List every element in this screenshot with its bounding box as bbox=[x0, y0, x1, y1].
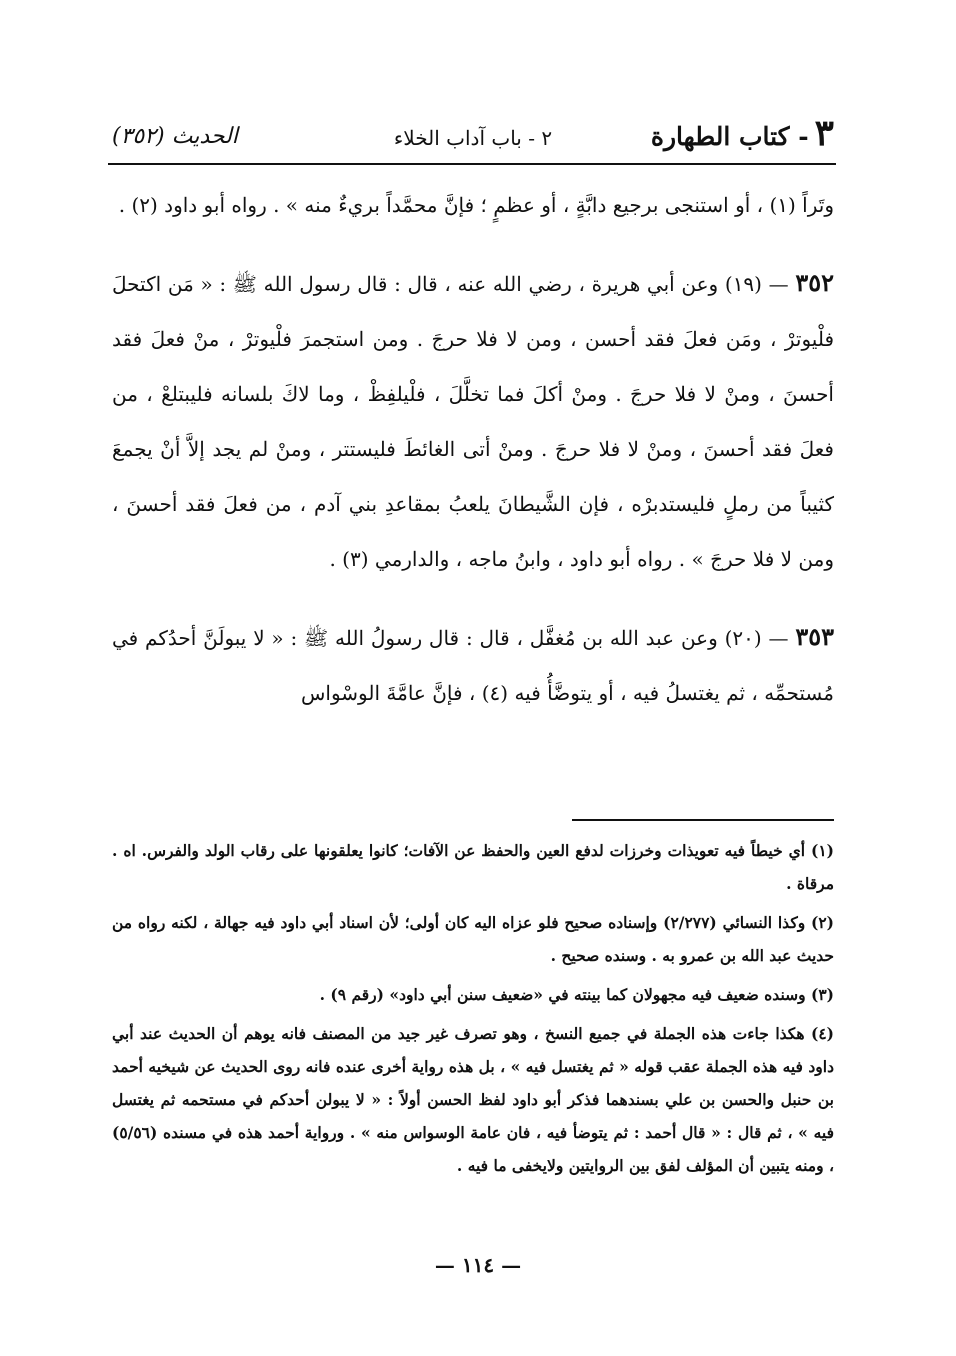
footnote-4: (٤) هكذا جاءت هذه الجملة في جميع النسخ ، وهو تصرف غير جيد من المصنف فانه يوهم أن الحديث عند أبي داود فيه هذه الجملة عقب قوله « ثم يغتسل فيه » ، بل هذه رواية أخرى عنده فانه روى الحديث عن شيخيه أحمد بن حنبل والحسن بن علي بسندهما فذكر أبو داود لفظ الحسن أولاً : « لا يبولن أحدكم في مستحمه ثم يغتسل فيه » ، ثم قال : « قال أحمد : ثم يتوضأ فيه ، فان عامة الوسواس منه » . ورواية أحمد هذه في مسنده (٥/٥٦) ، ومنه يتبين أن المؤلف لفق بين الروايتين ولايخفى ما فيه . bbox=[112, 1024, 834, 1175]
hadith-353-paragraph bbox=[112, 609, 834, 721]
page-header bbox=[112, 108, 834, 160]
footnote-divider bbox=[572, 819, 834, 821]
hadith-352-paragraph bbox=[112, 255, 834, 587]
page-number: — ١١٤ — bbox=[434, 1253, 522, 1277]
main-text bbox=[112, 178, 834, 721]
chapter-title: ٢ - باب آداب الخلاء bbox=[393, 126, 553, 150]
hadith-label: الحديث (٣٥٢) bbox=[112, 124, 238, 149]
footnote-3: (٣) وسنده ضعيف فيه مجهولان كما بينته في «ضعيف سنن أبي داود» (رقم ٩) . bbox=[319, 985, 834, 1004]
header-divider bbox=[108, 163, 836, 165]
hadith-352-number: ٣٥٢ bbox=[795, 268, 834, 297]
book-title-text: - كتاب الطهارة bbox=[650, 122, 809, 151]
hadith-353-text: — (٢٠) وعن عبد الله بن مُغفَّل ، قال : قال رسولُ الله ﷺ : « لا يبولَنَّ أحدُكم في مُستحمِّه ، ثم يغتسلُ فيه ، أو يتوضَّأُ فيه (٤) ، فإنَّ عامَّةَ الوسْواس bbox=[112, 626, 834, 705]
footnotes bbox=[112, 834, 834, 1182]
footnote-1: (١) أي خيطاً فيه تعويذات وخرزات لدفع العين والحفظ عن الآفات؛ كانوا يعلقونها على رقاب الولد والفرس. اه . مرقاة . bbox=[112, 841, 834, 893]
hadith-353-number: ٣٥٣ bbox=[795, 622, 834, 651]
footnote-2: (٢) وكذا النسائي (٢/٢٧٧) وإسناده صحيح فلو عزاه اليه كان أولى؛ لأن اسناد أبي داود فيه جهالة ، لكنه رواه من حديث عبد الله بن عمرو به . وسنده صحيح . bbox=[112, 913, 834, 965]
continuation-paragraph: وتَراً (١) ، أو استنجى برجيع دابَّةٍ ، أو عظمٍ ؛ فإنَّ محمَّداً بريءٌ منه » . رواه أبو داود (٢) . bbox=[118, 193, 834, 217]
hadith-352-text: — (١٩) وعن أبي هريرة ، رضي الله عنه ، قال : قال رسول الله ﷺ : « مَن اكتحلَ فلْيوترْ ، ومَن فعلَ فقد أحسن ، ومن لا فلا حرجَ . ومن استجمرَ فلْيوترْ ، منْ فعلَ فقد أحسنَ ، ومنْ لا فلا حرجَ . ومنْ أكلَ فما تخلَّلَ ، فلْيلفِظْ ، وما لاكَ بلسانه فليبتلعْ ، من فعلَ فقد أحسنَ ، ومنْ لا فلا حرجَ . ومنْ أتى الغائطَ فليستتر ، ومنْ لم يجد إلاَّ أنْ يجمعَ كثيباً من رملٍ فليستدبرْه ، فإن الشَّيطانَ يلعبُ بمقاعدِ بني آدم ، من فعلَ فقد أحسنَ ، ومن لا فلا حرجَ » . رواه أبو داود ، وابنُ ماجه ، والدارمي (٣) . bbox=[112, 272, 834, 571]
book-number: ٣ bbox=[814, 112, 834, 154]
